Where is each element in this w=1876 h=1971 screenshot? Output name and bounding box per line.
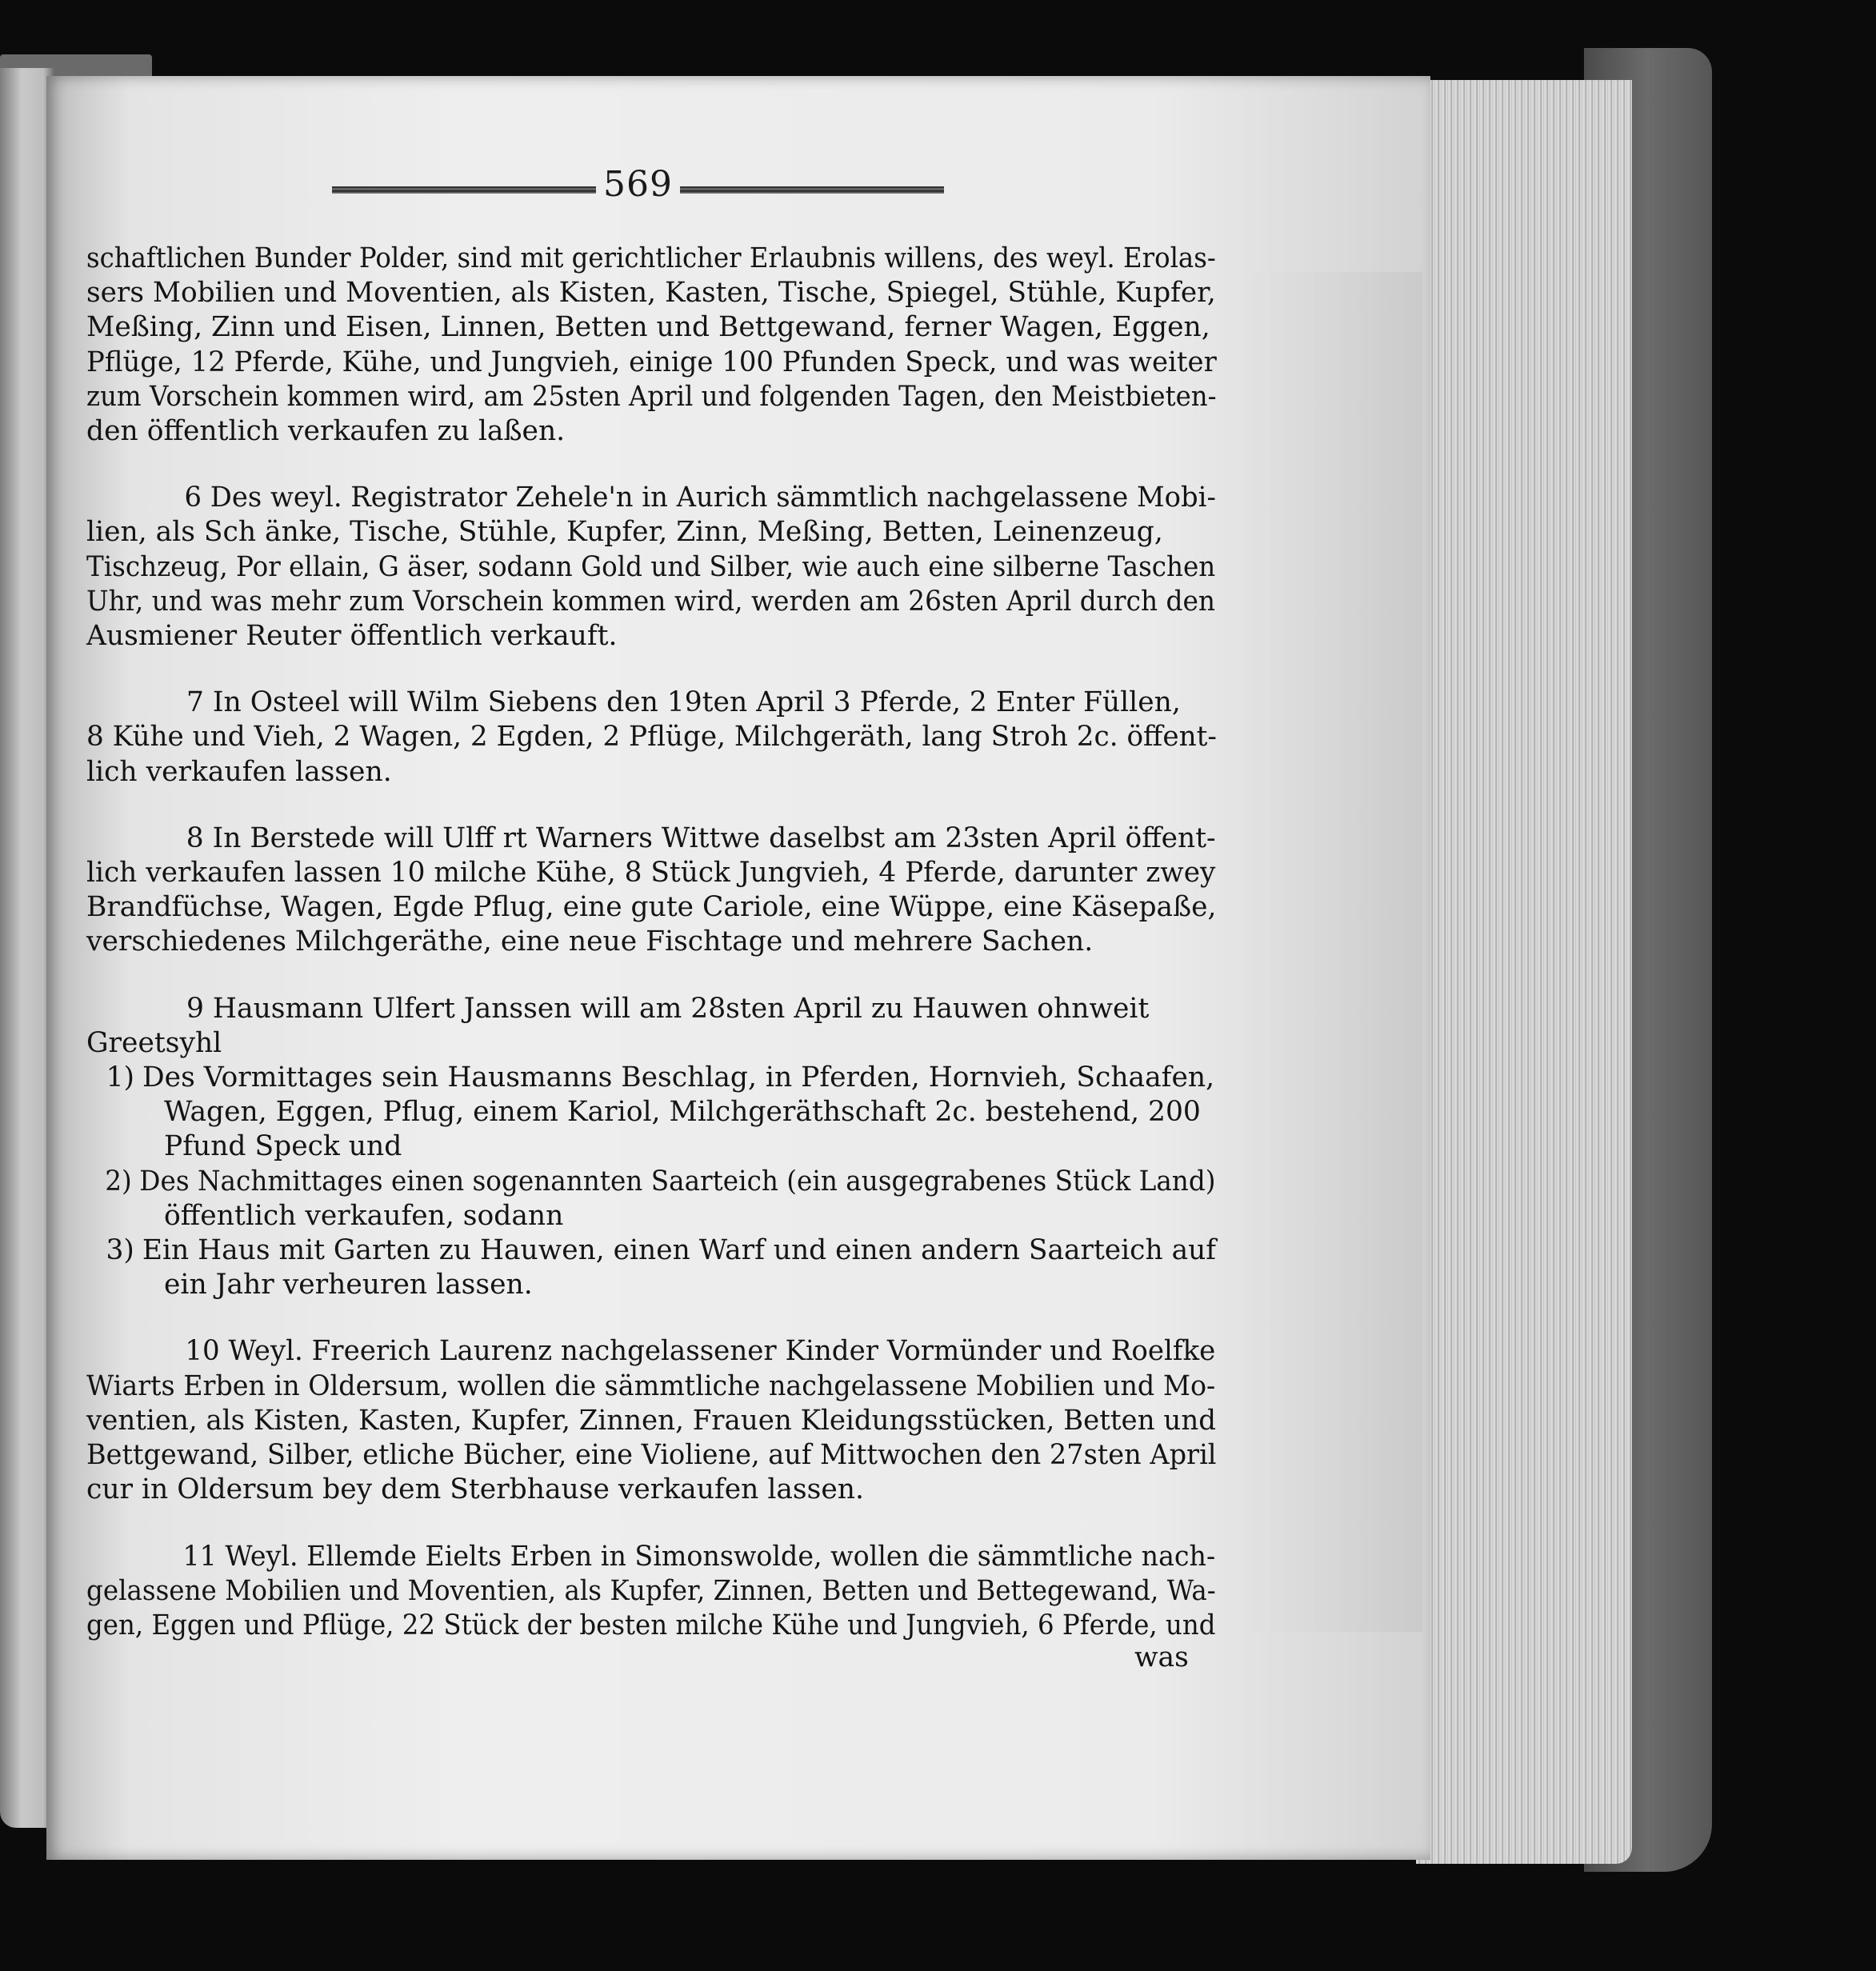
text-line: Des Nachmittages einen sogenannten Saarteich (ein ausgegrabenes Stück Land): [139, 1165, 1216, 1197]
text-line: 6 Des weyl. Registrator Zehele'n in Aurich sämmtlich nachgelassene Mobi-: [184, 482, 1216, 514]
text-line: zum Vorschein kommen wird, am 25sten April und folgenden Tagen, den Meistbieten-: [86, 380, 1217, 413]
text-line: Ein Haus mit Garten zu Hauwen, einen Warf und einen andern Saarteich auf: [142, 1234, 1217, 1267]
text-line: Bettgewand, Silber, etliche Bücher, eine Violiene, auf Mittwochen den 27sten April: [86, 1439, 1217, 1472]
text-line: Wagen, Eggen, Pflug, einem Kariol, Milchgeräthschaft 2c. bestehend, 200: [164, 1096, 1201, 1129]
text-line: Greetsyhl: [86, 1026, 222, 1059]
numbered-list: [86, 1061, 1216, 1302]
paragraph: [86, 686, 1216, 790]
text-line: Wiarts Erben in Oldersum, wollen die sämmtliche nachgelassene Mobilien und Mo-: [86, 1369, 1216, 1402]
paragraph: [86, 822, 1216, 960]
text-line: verschiedenes Milchgeräthe, eine neue Fischtage und mehrere Sachen.: [86, 926, 1094, 958]
text-line: cur in Oldersum bey dem Sterbhause verkaufen lassen.: [86, 1473, 864, 1506]
text-line: öffentlich verkaufen, sodann: [164, 1199, 564, 1232]
paragraph: [86, 992, 1216, 1061]
list-item: [86, 1165, 1216, 1233]
text-line: lich verkaufen lassen.: [86, 755, 392, 788]
text-line: Tischzeug, Por ellain, G äser, sodann Gold und Silber, wie auch eine silberne Taschen: [86, 550, 1216, 583]
list-marker: 1): [106, 1061, 134, 1094]
text-line: Pfund Speck und: [164, 1130, 402, 1163]
text-line: den öffentlich verkaufen zu laßen.: [86, 415, 566, 448]
text-line: lich verkaufen lassen 10 milche Kühe, 8 Stück Jungvieh, 4 Pferde, darunter zwey: [86, 857, 1216, 890]
page-header: [316, 164, 988, 212]
text-line: gelassene Mobilien und Moventien, als Kupfer, Zinnen, Betten und Bettegewand, Wa-: [86, 1574, 1216, 1607]
text-line: schaftlichen Bunder Polder, sind mit gerichtlicher Erlaubnis willens, des weyl. Erolas-: [86, 242, 1216, 274]
text-line: sers Mobilien und Moventien, als Kisten, Kasten, Tische, Spiegel, Stühle, Kupfer,: [86, 277, 1216, 310]
paragraph: [86, 1334, 1216, 1507]
text-line: Des Vormittages sein Hausmanns Beschlag, in Pferden, Hornvieh, Schaafen,: [142, 1061, 1215, 1094]
text-line: lien, als Sch änke, Tische, Stühle, Kupfer, Zinn, Meßing, Betten, Leinenzeug,: [86, 516, 1163, 549]
text-line: 8 Kühe und Vieh, 2 Wagen, 2 Egden, 2 Pflüge, Milchgeräth, lang Stroh 2c. öffent-: [86, 721, 1217, 754]
text-line: 11 Weyl. Ellemde Eielts Erben in Simonswolde, wollen die sämmtliche nach-: [182, 1540, 1216, 1573]
text-line: Meßing, Zinn und Eisen, Linnen, Betten und Bettgewand, ferner Wagen, Eggen,: [86, 311, 1210, 344]
list-item: [86, 1233, 1216, 1302]
text-line: ein Jahr verheuren lassen.: [164, 1269, 533, 1301]
paragraph: [86, 242, 1216, 449]
catchword: was: [1134, 1641, 1189, 1673]
text-line: Uhr, und was mehr zum Vorschein kommen wird, werden am 26sten April durch den: [86, 585, 1216, 618]
list-marker: 2): [105, 1165, 132, 1197]
text-line: 7 In Osteel will Wilm Siebens den 19ten April 3 Pferde, 2 Enter Füllen,: [186, 686, 1181, 719]
paragraph: [86, 481, 1216, 654]
text-line: Ausmiener Reuter öffentlich verkauft.: [86, 620, 618, 653]
bleed-through: [1238, 272, 1422, 1632]
text-line: Pflüge, 12 Pferde, Kühe, und Jungvieh, einige 100 Pfunden Speck, und was weiter: [86, 346, 1217, 378]
header-rule-left: [332, 186, 596, 194]
page-edges: [1416, 80, 1632, 1864]
text-line: Brandfüchse, Wagen, Egde Pflug, eine gute Cariole, eine Wüppe, eine Käsepaße,: [86, 891, 1217, 924]
text-line: gen, Eggen und Pflüge, 22 Stück der besten milche Kühe und Jungvieh, 6 Pferde, und: [86, 1609, 1216, 1641]
page-number: 569: [603, 164, 673, 205]
text-line: ventien, als Kisten, Kasten, Kupfer, Zinnen, Frauen Kleidungsstücken, Betten und: [86, 1404, 1217, 1437]
list-marker: 3): [106, 1234, 134, 1267]
text-line: 8 In Berstede will Ulff rt Warners Wittwe daselbst am 23sten April öffent-: [186, 822, 1216, 854]
text-line: 9 Hausmann Ulfert Janssen will am 28sten April zu Hauwen ohnweit: [186, 992, 1150, 1025]
body-text: [86, 242, 1216, 1643]
header-rule-right: [680, 186, 944, 194]
text-line: 10 Weyl. Freerich Laurenz nachgelassener Kinder Vormünder und Roelfke: [185, 1335, 1216, 1368]
paragraph: [86, 1540, 1216, 1644]
list-item: [86, 1061, 1216, 1165]
